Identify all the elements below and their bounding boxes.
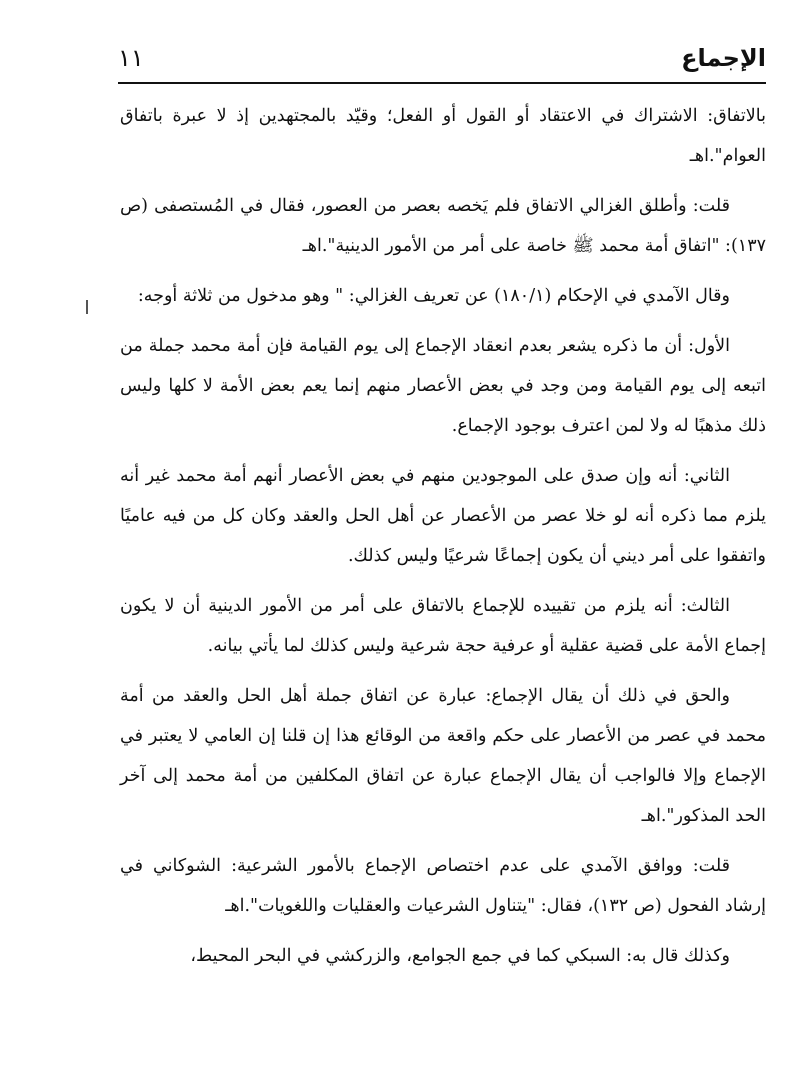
page-header: [118, 40, 766, 76]
paragraph: والحق في ذلك أن يقال الإجماع: عبارة عن اتفاق جملة أهل الحل والعقد من أمة محمد في عصر من الأعصار على حكم واقعة من الوقائع هذا إن قلنا إن العامي لا يعتبر في الإجماع وإلا فالواجب أن يقال الإجماع عبارة عن اتفاق المكلفين من أمة محمد إلى آخر الحد المذكور".اهـ: [120, 686, 766, 826]
paragraph: الثالث: أنه يلزم من تقييده للإجماع بالاتفاق على أمر من الأمور الدينية أن لا يكون إجماع الأمة على قضية عقلية أو عرفية حجة شرعية وليس كذلك لما يأتي بيانه.: [120, 596, 766, 656]
paragraph: بالاتفاق: الاشتراك في الاعتقاد أو القول أو الفعل؛ وقيّد بالمجتهدين إذ لا عبرة باتفاق العوام".اهـ: [120, 106, 766, 166]
paragraph: وقال الآمدي في الإحكام (١٨٠/١) عن تعريف الغزالي: " وهو مدخول من ثلاثة أوجه:: [137, 286, 730, 306]
page-number: ١١: [118, 44, 144, 72]
page-body: [120, 96, 766, 986]
header-divider: [118, 82, 766, 84]
paragraph: الأول: أن ما ذكره يشعر بعدم انعقاد الإجماع إلى يوم القيامة فإن أمة محمد جملة من اتبعه إلى يوم القيامة ومن وجد في بعض الأعصار منهم إنما يعم بعض الأمة لا كلها وليس ذلك مذهبًا له ولا لمن اعترف بوجود الإجماع.: [120, 336, 766, 436]
paragraph: قلت: ووافق الآمدي على عدم اختصاص الإجماع بالأمور الشرعية: الشوكاني في إرشاد الفحول (ص ١٣٢)، فقال: "يتناول الشرعيات والعقليات واللغويات".اهـ: [120, 856, 766, 916]
margin-mark: [86, 300, 88, 314]
paragraph: وكذلك قال به: السبكي كما في جمع الجوامع، والزركشي في البحر المحيط،: [190, 946, 730, 966]
paragraph: قلت: وأطلق الغزالي الاتفاق فلم يَخصه بعصر من العصور، فقال في المُستصفى (ص ١٣٧): "اتفاق أمة محمد ﷺ خاصة على أمر من الأمور الدينية".اهـ: [120, 196, 766, 256]
paragraph: الثاني: أنه وإن صدق على الموجودين منهم في بعض الأعصار أنهم أمة محمد غير أنه يلزم مما ذكره أنه لو خلا عصر من الأعصار عن أهل الحل والعقد وكان كل من فيه عاميًا واتفقوا على أمر ديني أن يكون إجماعًا شرعيًا وليس كذلك.: [120, 466, 766, 566]
running-title: الإجماع: [681, 44, 766, 72]
